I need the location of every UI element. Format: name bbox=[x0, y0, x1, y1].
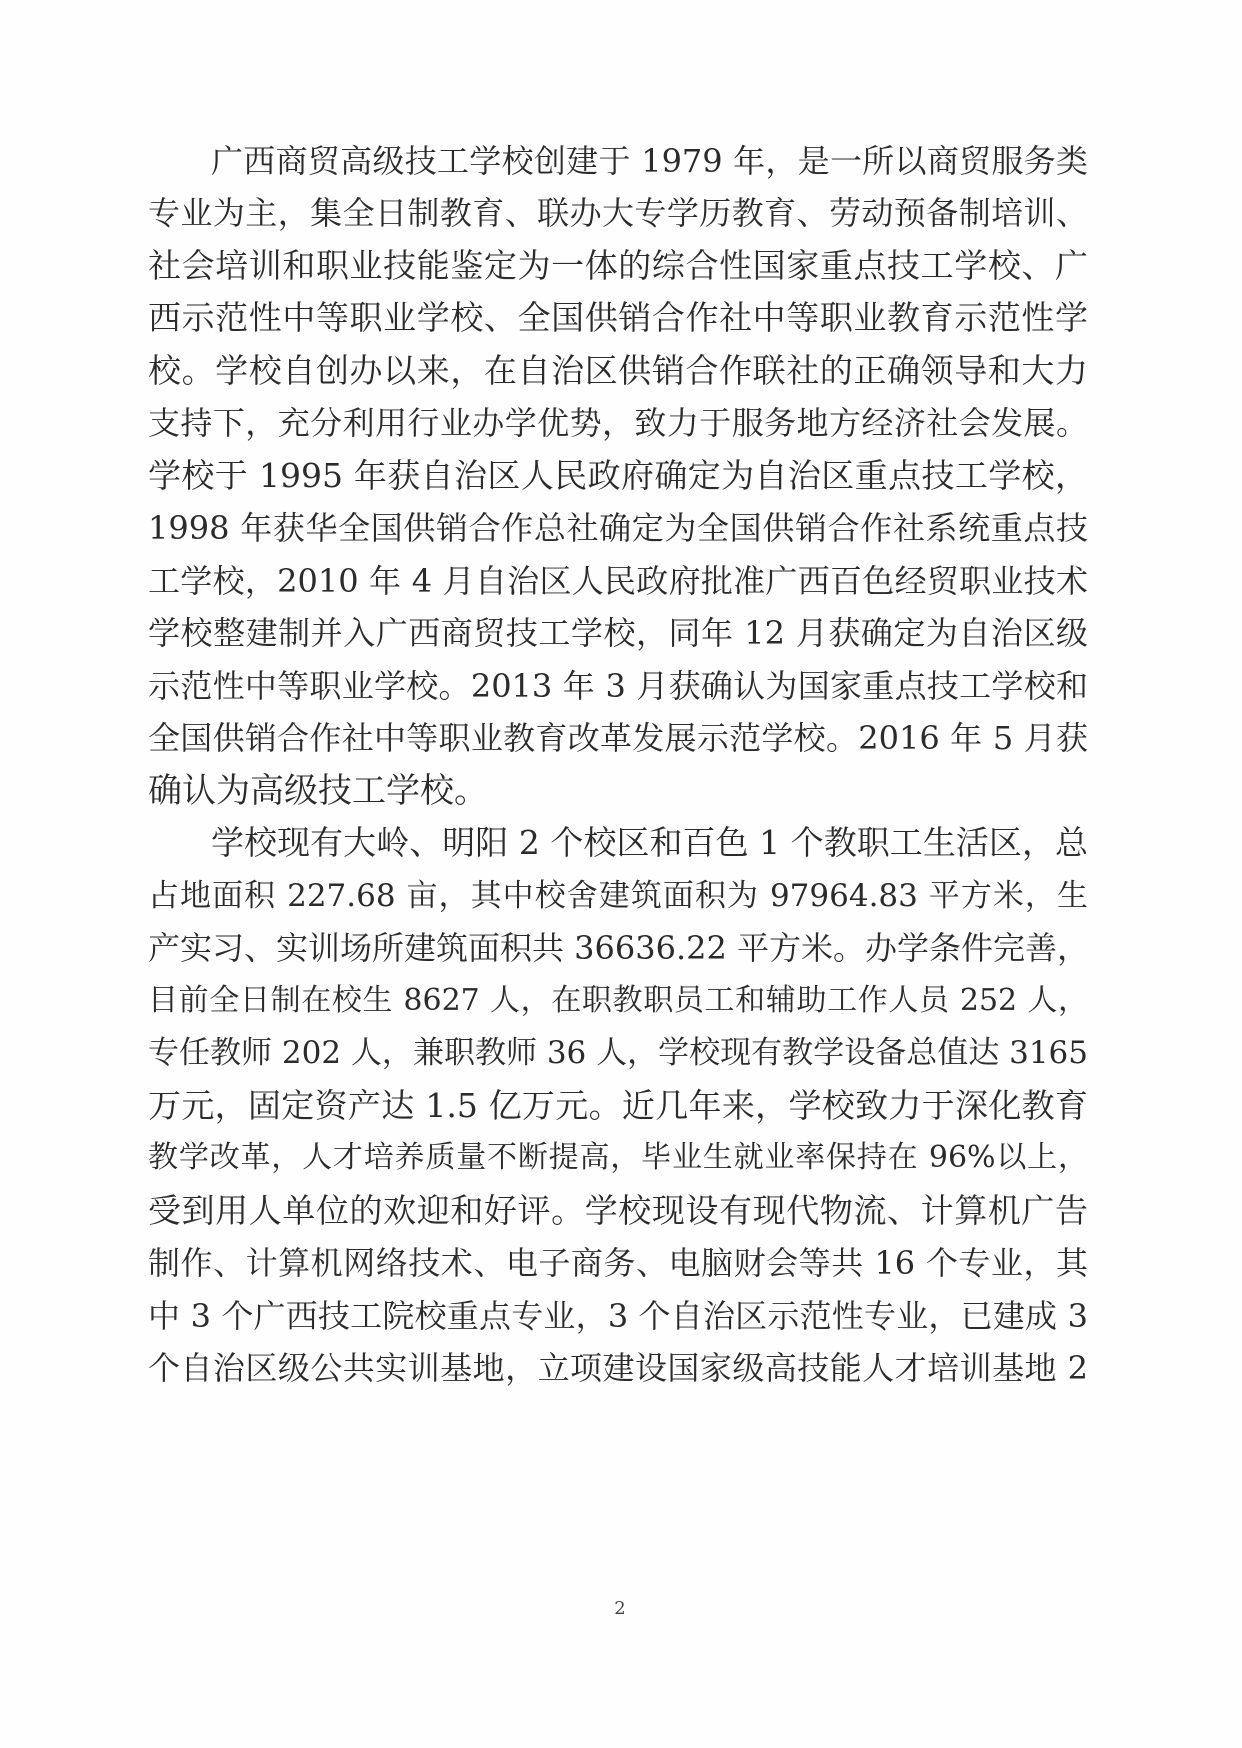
paragraph-2-line-7: 教学改革，人才培养质量不断提高，毕业生就业率保持在 96%以上， bbox=[148, 1140, 1088, 1175]
paragraph-1-line-6: 支持下，充分利用行业办学优势，致力于服务地方经济社会发展。 bbox=[148, 404, 1088, 442]
paragraph-1-line-4: 西示范性中等职业学校、全国供销合作社中等职业教育示范性学 bbox=[148, 298, 1088, 337]
paragraph-1-line-13: 确认为高级技工学校。 bbox=[148, 771, 488, 811]
paragraph-2-line-8: 受到用人单位的欢迎和好评。学校现设有现代物流、计算机广告 bbox=[148, 1191, 1088, 1230]
paragraph-1-line-10: 学校整建制并入广西商贸技工学校，同年 12 月获确定为自治区级 bbox=[148, 614, 1088, 652]
paragraph-1-line-5: 校。学校自创办以来，在自治区供销合作联社的正确领导和大力 bbox=[148, 351, 1088, 390]
paragraph-1-line-12: 全国供销合作社中等职业教育改革发展示范学校。2016 年 5 月获 bbox=[148, 719, 1088, 757]
paragraph-2-line-4: 目前全日制在校生 8627 人，在职教职员工和辅助工作人员 252 人， bbox=[148, 983, 1088, 1018]
page-number: 2 bbox=[614, 1598, 626, 1619]
paragraph-2-line-5: 专任教师 202 人，兼职教师 36 人，学校现有教学设备总值达 3165 bbox=[148, 1035, 1088, 1071]
paragraph-1-line-11: 示范性中等职业学校。2013 年 3 月获确认为国家重点技工学校和 bbox=[148, 667, 1088, 705]
paragraph-1-line-8: 1998 年获华全国供销合作总社确定为全国供销合作社系统重点技 bbox=[148, 509, 1088, 547]
paragraph-2-line-2: 占地面积 227.68 亩，其中校舍建筑面积为 97964.83 平方米，生 bbox=[148, 878, 1088, 914]
paragraph-1-line-1: 广西商贸高级技工学校创建于 1979 年，是一所以商贸服务类 bbox=[211, 142, 1088, 180]
paragraph-1-line-3: 社会培训和职业技能鉴定为一体的综合性国家重点技工学校、广 bbox=[148, 246, 1088, 285]
paragraph-1-line-7: 学校于 1995 年获自治区人民政府确定为自治区重点技工学校， bbox=[148, 456, 1088, 495]
paragraph-1-line-2: 专业为主，集全日制教育、联办大专学历教育、劳动预备制培训、 bbox=[148, 194, 1088, 232]
paragraph-2-line-10: 中 3 个广西技工院校重点专业，3 个自治区示范性专业，已建成 3 bbox=[148, 1297, 1088, 1335]
paragraph-2-line-1: 学校现有大岭、明阳 2 个校区和百色 1 个教职工生活区，总 bbox=[211, 823, 1088, 862]
paragraph-1-line-9: 工学校，2010 年 4 月自治区人民政府批准广西百色经贸职业技术 bbox=[148, 562, 1088, 600]
paragraph-2-line-3: 产实习、实训场所建筑面积共 36636.22 平方米。办学条件完善， bbox=[148, 929, 1090, 967]
paragraph-2-line-9: 制作、计算机网络技术、电子商务、电脑财会等共 16 个专业，其 bbox=[148, 1244, 1088, 1282]
paragraph-2-line-11: 个自治区级公共实训基地，立项建设国家级高技能人才培训基地 2 bbox=[148, 1349, 1088, 1387]
paragraph-2-line-6: 万元，固定资产达 1.5 亿万元。近几年来，学校致力于深化教育 bbox=[148, 1086, 1088, 1125]
